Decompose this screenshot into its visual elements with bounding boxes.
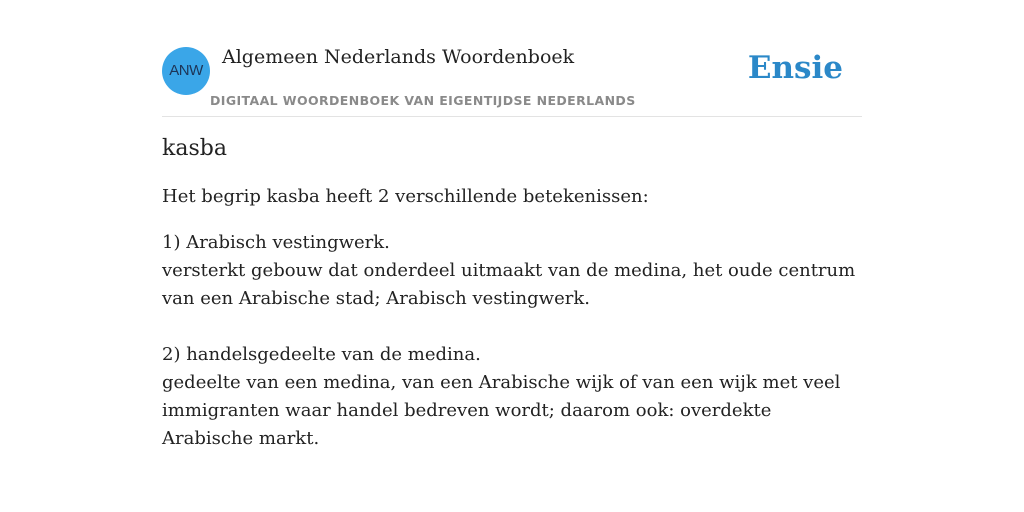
meaning-definition: gedeelte van een medina, van een Arabische wijk of van een wijk met veel immigranten waar handel bedreven wordt; daarom ook: overdekte Arabische markt. [162, 372, 841, 449]
dictionary-subtitle: DIGITAAL WOORDENBOEK VAN EIGENTIJDSE NEDERLANDS [210, 93, 636, 108]
meaning-title: 1) Arabisch vestingwerk. [162, 232, 390, 253]
meaning-definition: versterkt gebouw dat onderdeel uitmaakt van de medina, het oude centrum van een Arabische stad; Arabisch vestingwerk. [162, 260, 856, 309]
entry-content [162, 136, 862, 481]
header [162, 40, 862, 117]
entry-intro: Het begrip kasba heeft 2 verschillende betekenissen: [162, 186, 649, 207]
anw-logo[interactable]: ANW [162, 47, 210, 95]
meaning-2 [162, 341, 862, 453]
meaning-1 [162, 229, 862, 313]
meaning-title: 2) handelsgedeelte van de medina. [162, 344, 481, 365]
ensie-logo-link[interactable]: Ensie [747, 50, 843, 86]
headword: kasba [162, 136, 227, 161]
dictionary-title[interactable]: Algemeen Nederlands Woordenboek [222, 46, 575, 68]
